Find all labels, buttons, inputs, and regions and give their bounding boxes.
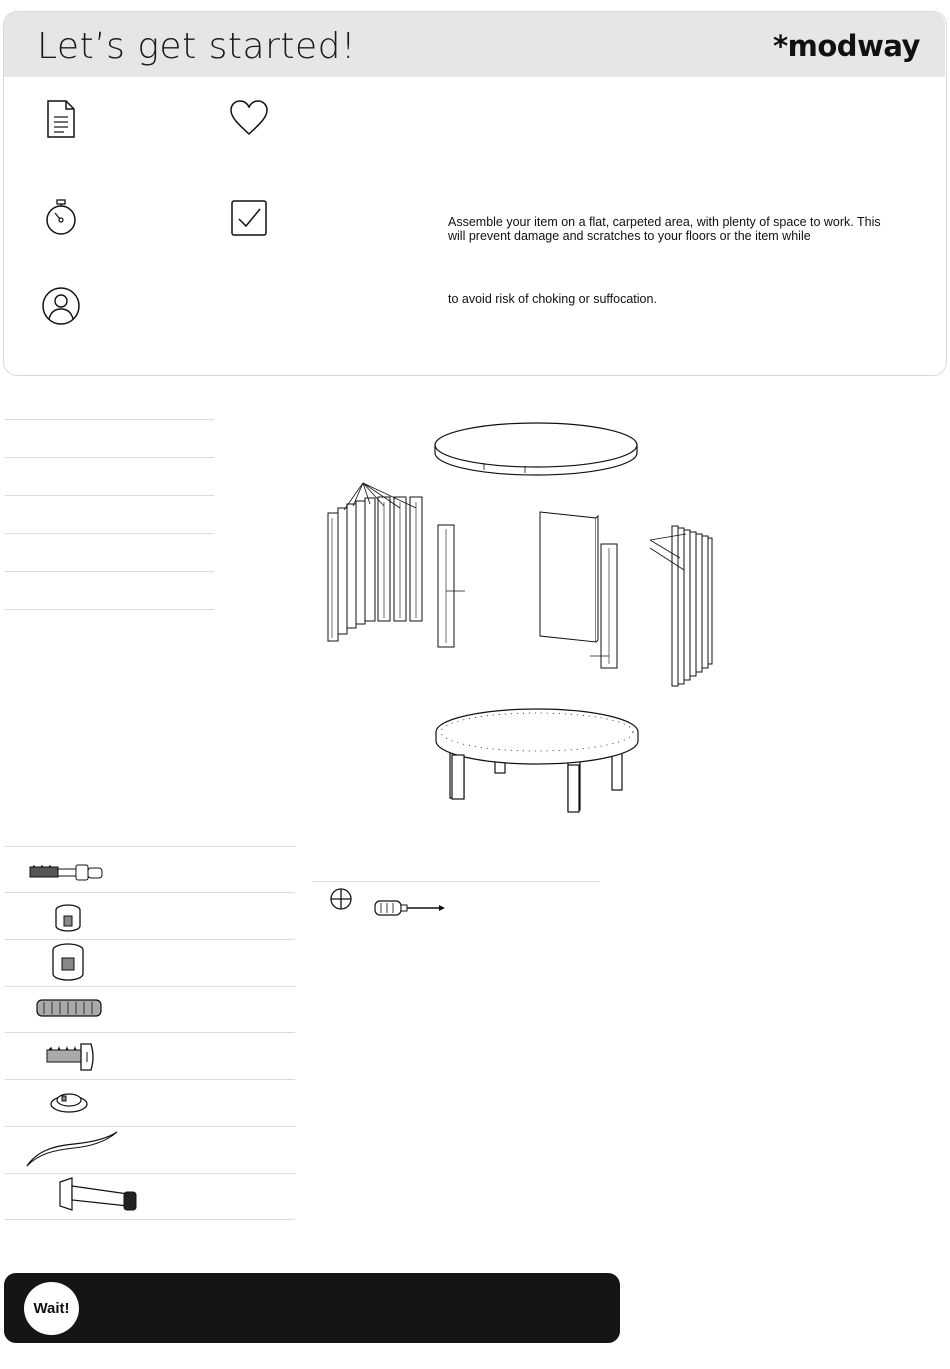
surface-note: Assemble your item on a flat, carpeted area, with plenty of space to work. This will prevent damage and scratches to your floors or the item while	[448, 215, 881, 243]
checkbox-icon	[229, 199, 269, 237]
panel-list-divider	[5, 609, 214, 610]
panel-list-divider	[5, 495, 214, 496]
brand-logo: *modway	[773, 29, 920, 63]
screw-icon	[43, 1040, 97, 1074]
panel-list-divider	[5, 457, 214, 458]
hardware-divider	[5, 892, 295, 893]
table-leg-icon	[58, 1176, 140, 1214]
wait-badge: Wait!	[24, 1282, 79, 1335]
allen-key-icon	[24, 1130, 120, 1170]
phillips-screwdriver-icon	[329, 887, 353, 911]
heart-icon	[229, 99, 269, 137]
screwdriver-icon	[373, 897, 447, 919]
cam-bolt-icon	[28, 860, 106, 886]
back-panel	[540, 512, 598, 642]
hardware-divider	[5, 1126, 295, 1127]
hardware-divider	[5, 1079, 295, 1080]
tools-divider	[313, 881, 600, 882]
hardware-divider	[5, 846, 295, 847]
hardware-divider	[5, 1032, 295, 1033]
hardware-divider	[5, 1173, 295, 1174]
page-title: Let’s get started!	[37, 26, 356, 67]
panel-list-divider	[5, 571, 214, 572]
right-slat-panel	[650, 526, 712, 686]
tabletop-panel	[435, 423, 637, 475]
hardware-divider	[5, 986, 295, 987]
choking-note: to avoid risk of choking or suffocation.	[448, 292, 657, 306]
leg-post	[438, 525, 465, 647]
cap-cover-icon	[48, 1090, 90, 1114]
hardware-divider	[5, 939, 295, 940]
exploded-assembly-diagram	[300, 410, 740, 825]
cam-lock-large-icon	[48, 942, 88, 982]
panel-list-divider	[5, 533, 214, 534]
hardware-divider	[5, 1219, 295, 1220]
left-slat-panel	[328, 483, 422, 641]
wait-banner	[4, 1273, 620, 1343]
table-base-assembly	[436, 709, 638, 812]
stopwatch-icon	[44, 199, 78, 237]
wood-dowel-icon	[34, 996, 106, 1020]
cam-lock-small-icon	[52, 902, 84, 934]
document-icon	[44, 99, 78, 139]
panel-list-divider	[5, 419, 214, 420]
user-icon	[40, 286, 82, 326]
